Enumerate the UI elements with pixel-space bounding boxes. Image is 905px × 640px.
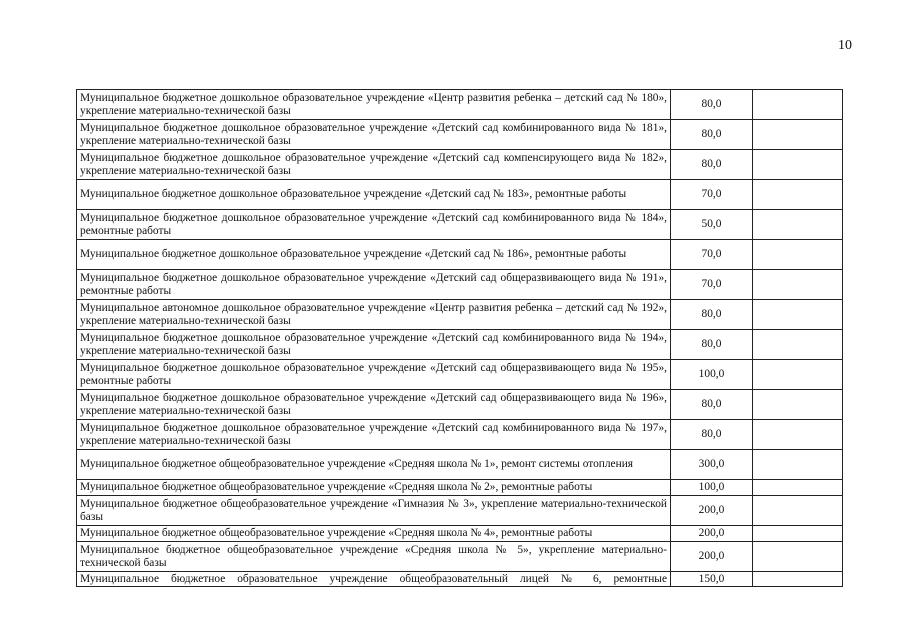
row-amount: 50,0 xyxy=(671,210,753,240)
table-row xyxy=(77,150,843,180)
row-amount: 100,0 xyxy=(671,360,753,390)
row-description: Муниципальное бюджетное дошкольное образовательное учреждение «Детский сад общеразвивающего вида № 196», укрепление материально-технической базы xyxy=(77,390,671,420)
row-empty-cell xyxy=(753,180,843,210)
row-empty-cell xyxy=(753,572,843,587)
row-empty-cell xyxy=(753,150,843,180)
row-amount: 80,0 xyxy=(671,330,753,360)
row-empty-cell xyxy=(753,300,843,330)
row-description: Муниципальное автономное дошкольное образовательное учреждение «Центр развития ребенка – детский сад № 192», укрепление материально-технической базы xyxy=(77,300,671,330)
table-row xyxy=(77,420,843,450)
table-row xyxy=(77,180,843,210)
row-empty-cell xyxy=(753,496,843,526)
row-amount: 150,0 xyxy=(671,572,753,587)
row-amount: 100,0 xyxy=(671,480,753,496)
row-description: Муниципальное бюджетное общеобразовательное учреждение «Средняя школа № 2», ремонтные работы xyxy=(77,480,671,496)
table-row xyxy=(77,360,843,390)
table-row xyxy=(77,572,843,587)
row-amount: 70,0 xyxy=(671,240,753,270)
table-row xyxy=(77,496,843,526)
row-description: Муниципальное бюджетное дошкольное образовательное учреждение «Детский сад общеразвивающего вида № 195», ремонтные работы xyxy=(77,360,671,390)
row-description: Муниципальное бюджетное образовательное учреждение общеобразовательный лицей № 6, ремонтные xyxy=(77,572,671,587)
row-empty-cell xyxy=(753,450,843,480)
row-description: Муниципальное бюджетное общеобразовательное учреждение «Средняя школа № 1», ремонт системы отопления xyxy=(77,450,671,480)
page-number: 10 xyxy=(838,38,852,53)
row-description: Муниципальное бюджетное дошкольное образовательное учреждение «Детский сад комбинированного вида № 184», ремонтные работы xyxy=(77,210,671,240)
table-row xyxy=(77,450,843,480)
row-amount: 200,0 xyxy=(671,526,753,542)
table-row xyxy=(77,300,843,330)
row-description: Муниципальное бюджетное дошкольное образовательное учреждение «Детский сад комбинированного вида № 194», укрепление материально-технической базы xyxy=(77,330,671,360)
row-description: Муниципальное бюджетное общеобразовательное учреждение «Средняя школа № 4», ремонтные работы xyxy=(77,526,671,542)
row-description: Муниципальное бюджетное общеобразовательное учреждение «Гимназия № 3», укрепление материально-технической базы xyxy=(77,496,671,526)
row-empty-cell xyxy=(753,120,843,150)
row-amount: 80,0 xyxy=(671,390,753,420)
row-empty-cell xyxy=(753,480,843,496)
table-row xyxy=(77,120,843,150)
row-description: Муниципальное бюджетное дошкольное образовательное учреждение «Детский сад комбинированного вида № 181», укрепление материально-технической базы xyxy=(77,120,671,150)
row-empty-cell xyxy=(753,270,843,300)
row-description: Муниципальное бюджетное дошкольное образовательное учреждение «Центр развития ребенка – детский сад № 180», укрепление материально-технической базы xyxy=(77,90,671,120)
table-row xyxy=(77,270,843,300)
table-row xyxy=(77,542,843,572)
row-amount: 70,0 xyxy=(671,180,753,210)
row-empty-cell xyxy=(753,420,843,450)
row-empty-cell xyxy=(753,90,843,120)
row-amount: 80,0 xyxy=(671,120,753,150)
row-description: Муниципальное бюджетное дошкольное образовательное учреждение «Детский сад № 186», ремонтные работы xyxy=(77,240,671,270)
table-row xyxy=(77,330,843,360)
row-amount: 70,0 xyxy=(671,270,753,300)
table-row xyxy=(77,90,843,120)
row-description: Муниципальное бюджетное общеобразовательное учреждение «Средняя школа № 5», укрепление материально-технической базы xyxy=(77,542,671,572)
row-amount: 300,0 xyxy=(671,450,753,480)
table-row xyxy=(77,480,843,496)
table-row xyxy=(77,240,843,270)
table-row xyxy=(77,210,843,240)
row-description: Муниципальное бюджетное дошкольное образовательное учреждение «Детский сад комбинированного вида № 197», укрепление материально-технической базы xyxy=(77,420,671,450)
row-empty-cell xyxy=(753,240,843,270)
row-description: Муниципальное бюджетное дошкольное образовательное учреждение «Детский сад компенсирующего вида № 182», укрепление материально-технической базы xyxy=(77,150,671,180)
row-amount: 200,0 xyxy=(671,542,753,572)
row-amount: 80,0 xyxy=(671,420,753,450)
row-empty-cell xyxy=(753,360,843,390)
table-row xyxy=(77,526,843,542)
table-row xyxy=(77,390,843,420)
budget-table xyxy=(76,89,843,587)
row-amount: 200,0 xyxy=(671,496,753,526)
budget-table-body xyxy=(77,90,843,587)
row-amount: 80,0 xyxy=(671,90,753,120)
row-empty-cell xyxy=(753,210,843,240)
row-description: Муниципальное бюджетное дошкольное образовательное учреждение «Детский сад общеразвивающего вида № 191», ремонтные работы xyxy=(77,270,671,300)
row-description: Муниципальное бюджетное дошкольное образовательное учреждение «Детский сад № 183», ремонтные работы xyxy=(77,180,671,210)
row-empty-cell xyxy=(753,542,843,572)
row-amount: 80,0 xyxy=(671,150,753,180)
row-empty-cell xyxy=(753,390,843,420)
row-empty-cell xyxy=(753,526,843,542)
row-amount: 80,0 xyxy=(671,300,753,330)
row-empty-cell xyxy=(753,330,843,360)
